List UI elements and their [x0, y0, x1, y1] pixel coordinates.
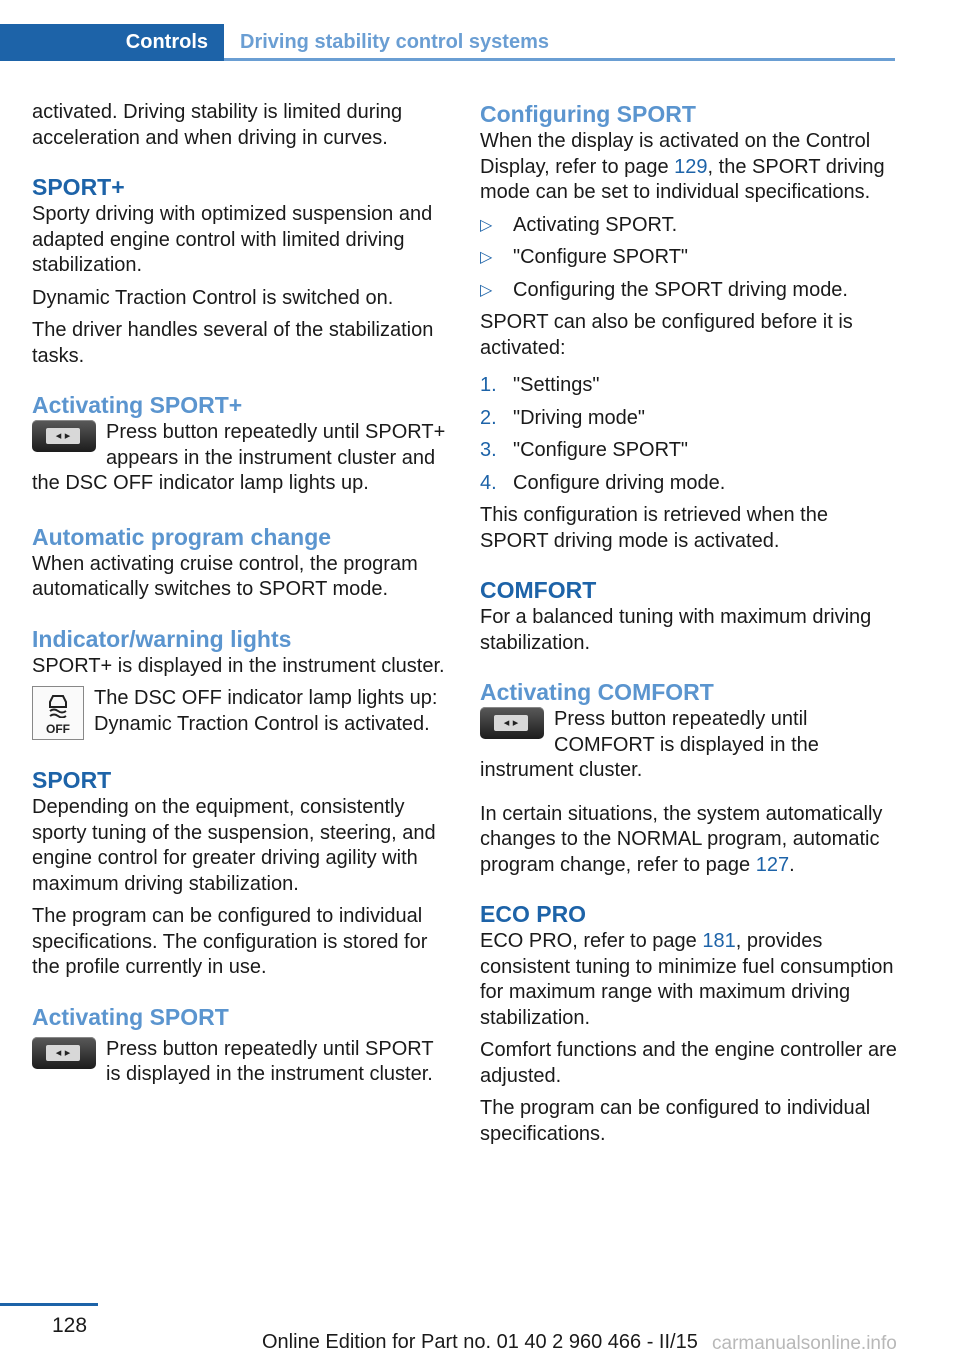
configure-steps-list: [480, 213, 898, 304]
list-item: ▷ "Configure SPORT": [480, 245, 898, 271]
heading-eco-pro: ECO PRO: [480, 901, 587, 927]
list-item: 3. "Configure SPORT": [480, 439, 689, 461]
list-item: ▷ Activating SPORT.: [480, 213, 898, 239]
triangle-marker-icon: ▷: [480, 216, 493, 234]
driving-mode-button-icon: ◂ ▸: [32, 420, 96, 452]
configuring-paragraph-1: When the display is activated on the Control Display, refer to page 129, the SPORT driving mode can be set to individual specifications.: [480, 130, 885, 203]
eco-paragraph-3: The program can be configured to individual specifications.: [480, 1097, 871, 1145]
activating-sport-text: Press button repeatedly until SPORT is displayed in the instrument cluster.: [106, 1037, 434, 1085]
sport-paragraph-1: Depending on the equipment, consistently sporty tuning of the suspension, steering, and engine control for greater driving agility with maximum driving stabilization.: [32, 796, 436, 895]
list-item: 1. "Settings": [480, 374, 600, 396]
indicator-paragraph-2: The DSC OFF indicator lamp lights up: Dynamic Traction Control is activated.: [94, 687, 438, 735]
comfort-paragraph-2: In certain situations, the system automatically changes to the NORMAL program, automatic program change, refer to page 127.: [480, 802, 883, 876]
page-link-181[interactable]: 181: [702, 930, 736, 952]
intro-paragraph: activated. Driving stability is limited during acceleration and when driving in curves.: [32, 101, 403, 149]
dsc-off-icon: [32, 686, 84, 740]
heading-automatic-program-change: Automatic program change: [32, 523, 332, 550]
edition-text: Online Edition for Part no. 01 40 2 960 466 - II/15: [262, 1331, 698, 1353]
eco-paragraph-2: Comfort functions and the engine controller are adjusted.: [480, 1039, 897, 1087]
page-link-127[interactable]: 127: [755, 853, 790, 876]
numbered-steps-list: [480, 373, 898, 496]
eco-paragraph-1: ECO PRO, refer to page 181, provides consistent tuning to minimize fuel consumption for maximum range with maximum driving stabilization.: [480, 930, 894, 1029]
activating-comfort-block: [480, 707, 898, 784]
heading-activating-comfort: Activating COMFORT: [480, 679, 714, 705]
indicator-dsc-block: [32, 686, 450, 740]
list-item: 4. Configure driving mode.: [480, 471, 726, 494]
chapter-tab[interactable]: Controls: [0, 24, 224, 61]
activating-comfort-text: Press button repeatedly until COMFORT is displayed in the instrument cluster.: [480, 708, 819, 781]
section-title[interactable]: Driving stability control systems: [240, 31, 549, 53]
watermark: carmanualsonline.info: [712, 1333, 897, 1354]
activating-sportplus-text: Press button repeatedly until SPORT+ appears in the instrument cluster and the DSC OFF indicator lamp lights up.: [32, 421, 446, 494]
list-item: 2. "Driving mode": [480, 406, 646, 429]
automatic-program-change-text: When activating cruise control, the program automatically switches to SPORT mode.: [32, 552, 418, 600]
heading-configuring-sport: Configuring SPORT: [480, 101, 696, 127]
triangle-marker-icon: ▷: [480, 249, 493, 266]
configuring-paragraph-2: SPORT can also be configured before it is activated:: [480, 311, 853, 359]
heading-activating-sport: Activating SPORT: [32, 1003, 229, 1030]
page-header: [0, 24, 895, 61]
dsc-off-icon-label: OFF: [46, 722, 70, 736]
heading-sportplus: SPORT+: [32, 174, 125, 200]
configuring-paragraph-3: This configuration is retrieved when the SPORT driving mode is activated.: [480, 504, 828, 552]
page-link-129[interactable]: 129: [674, 155, 708, 178]
driving-mode-button-icon: ◂ ▸: [32, 1037, 96, 1069]
sportplus-paragraph-1: Sporty driving with optimized suspension and adapted engine control with limited driving stabilization.: [32, 203, 433, 276]
sportplus-paragraph-3: The driver handles several of the stabilization tasks.: [32, 319, 434, 367]
right-column: [480, 100, 898, 1154]
triangle-marker-icon: ▷: [480, 281, 493, 299]
indicator-paragraph-1: SPORT+ is displayed in the instrument cluster.: [32, 654, 445, 677]
heading-activating-sportplus: Activating SPORT+: [32, 392, 243, 418]
page-number: 128: [52, 1314, 88, 1337]
sportplus-paragraph-2: Dynamic Traction Control is switched on.: [32, 286, 394, 309]
footer-rule: [0, 1303, 98, 1306]
heading-sport: SPORT: [32, 767, 112, 793]
list-item: ▷ Configuring the SPORT driving mode.: [480, 278, 898, 304]
activating-sport-block: [32, 1037, 450, 1088]
heading-comfort: COMFORT: [480, 577, 597, 603]
left-column: [32, 100, 450, 1095]
comfort-paragraph-1: For a balanced tuning with maximum driving stabilization.: [480, 606, 872, 654]
heading-indicator-lights: Indicator/warning lights: [32, 625, 292, 652]
sport-paragraph-2: The program can be configured to individual specifications. The configuration is stored for the profile currently in use.: [32, 905, 428, 978]
activating-sportplus-block: [32, 420, 450, 497]
driving-mode-button-icon: ◂ ▸: [480, 707, 544, 739]
header-rule: [224, 58, 895, 61]
